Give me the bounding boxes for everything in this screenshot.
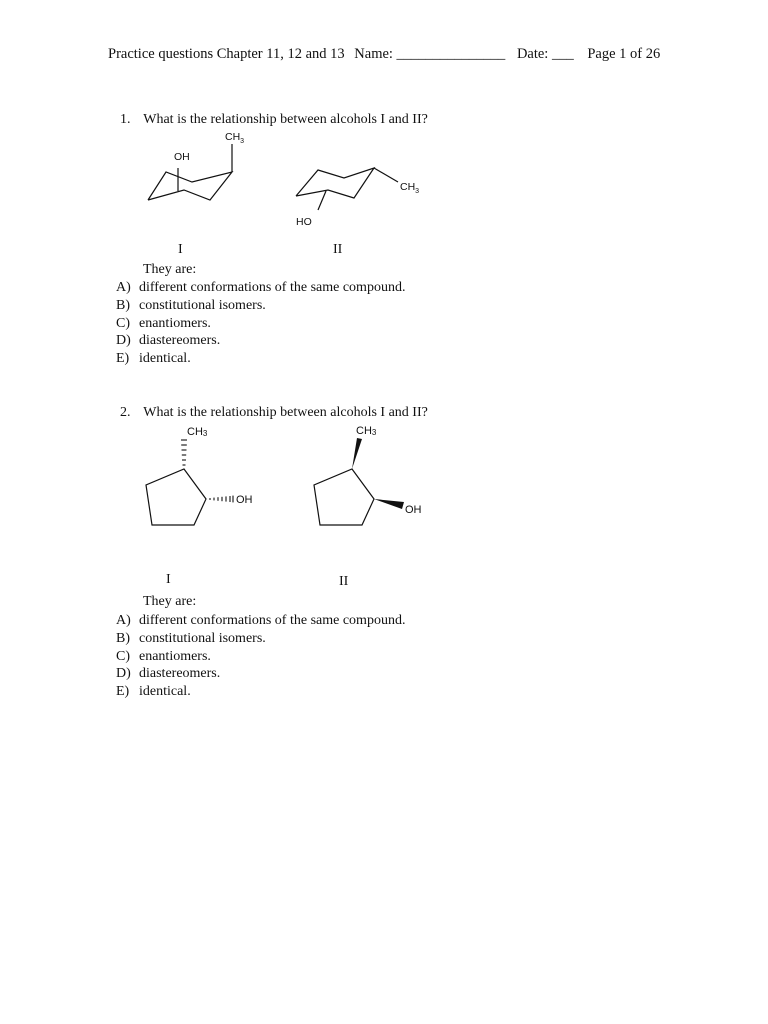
question-2-choice-b[interactable]: B) constitutional isomers. xyxy=(116,630,266,646)
question-2-text: What is the relationship between alcohols I and II? xyxy=(143,405,428,420)
question-2-choice-e[interactable]: E) identical. xyxy=(116,684,191,700)
question-2-structures xyxy=(0,405,768,545)
question-1-number: 1. xyxy=(120,112,131,127)
question-2 xyxy=(0,405,768,705)
question-2-choice-d[interactable]: D) diastereomers. xyxy=(116,666,221,682)
question-1-choice-d[interactable]: D) diastereomers. xyxy=(116,333,221,349)
q2-s1-ch3-label: CH3 xyxy=(187,426,208,438)
question-1-label-i: I xyxy=(178,242,183,257)
question-2-choices xyxy=(116,612,405,701)
question-1-choices xyxy=(116,279,405,368)
question-1-choice-a[interactable]: A) different conformations of the same compound. xyxy=(116,280,406,295)
q2-s2-oh-label: OH xyxy=(405,504,422,516)
question-2-label-ii: II xyxy=(339,574,349,589)
header-date-field: Date: ___ xyxy=(516,46,574,62)
q2-s2-wedge-oh-bond xyxy=(374,499,404,509)
q2-s2-ch3-label: CH3 xyxy=(356,425,377,437)
question-2-choice-c[interactable]: C) enantiomers. xyxy=(116,648,211,664)
question-1-label-ii: II xyxy=(333,242,343,257)
question-1-text: What is the relationship between alcohols I and II? xyxy=(143,112,428,127)
question-1-choice-c[interactable]: C) enantiomers. xyxy=(116,315,211,331)
q1-structure-i xyxy=(148,144,232,200)
question-1-choice-e[interactable]: E) identical. xyxy=(116,351,191,367)
q2-structure-ii xyxy=(314,469,374,525)
question-2-choice-a[interactable]: A) different conformations of the same compound. xyxy=(116,613,406,628)
q2-s2-wedge-ch3-bond xyxy=(352,438,362,469)
q1-s2-ch3-label: $CH_3$ xyxy=(400,181,420,195)
question-1 xyxy=(0,112,768,372)
q2-s1-oh-label: OH xyxy=(236,494,253,506)
page-header xyxy=(108,46,688,63)
question-2-stem: They are: xyxy=(143,594,197,609)
question-2-label-i: I xyxy=(166,572,171,587)
question-1-stem: They are: xyxy=(143,262,197,277)
q2-structure-i xyxy=(146,469,206,525)
q1-structure-ii xyxy=(296,168,398,210)
header-page-number: Page 1 of 26 xyxy=(587,46,661,62)
header-name-field: Name: _______________ xyxy=(354,46,506,62)
q2-s1-hashed-oh-bond xyxy=(210,496,233,503)
question-1-choice-b[interactable]: B) constitutional isomers. xyxy=(116,297,266,313)
q1-s1-oh-label: OH xyxy=(174,151,190,163)
q1-s2-ho-label: HO xyxy=(296,216,312,228)
q1-s1-ch3-label: $CH_3$ xyxy=(225,131,245,145)
header-title: Practice questions Chapter 11, 12 and 13 xyxy=(108,46,345,62)
question-2-number: 2. xyxy=(120,405,131,420)
question-1-structures xyxy=(0,112,768,252)
q2-s1-hashed-ch3-bond xyxy=(181,440,187,465)
